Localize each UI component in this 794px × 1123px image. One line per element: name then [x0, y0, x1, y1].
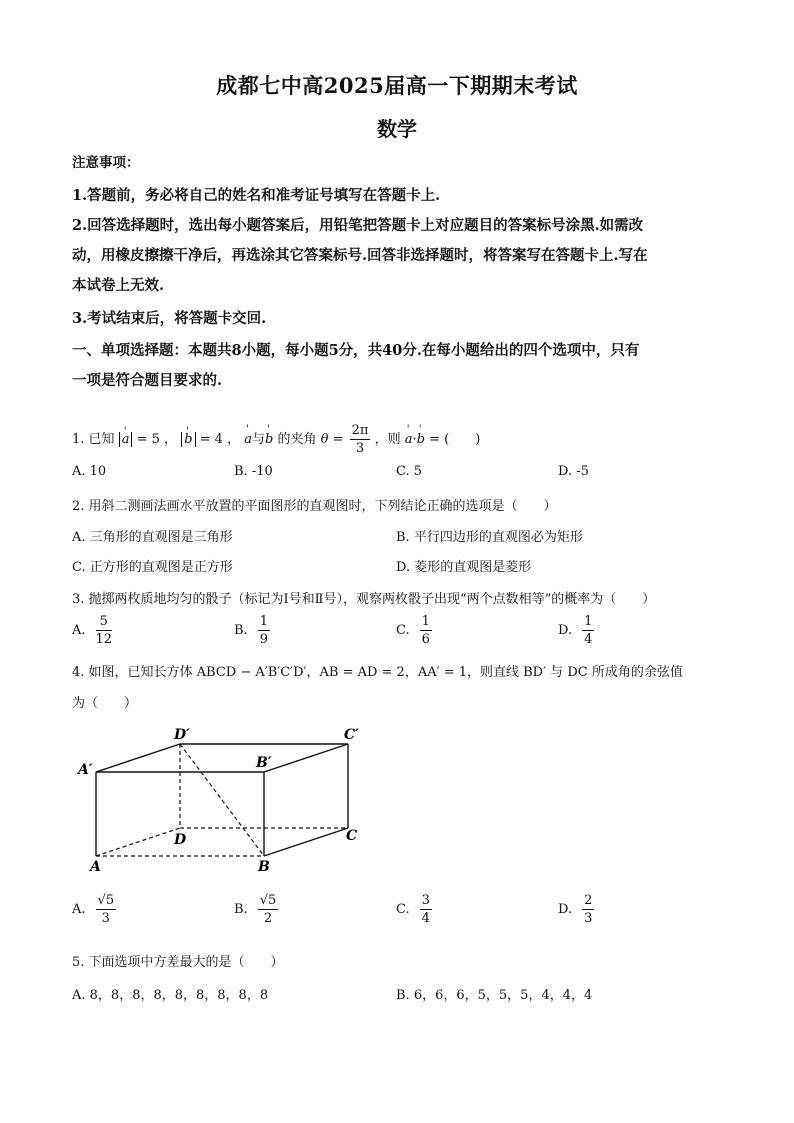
question-5-stem: 5. 下面选项中方差最大的是（ ）: [72, 955, 284, 970]
q3-option-a-label: A.: [72, 623, 86, 638]
section-1-line-1: 一、单项选择题：本题共8小题，每小题5分，共40分.在每小题给出的四个选项中，只有: [72, 342, 640, 359]
q5-option-b: B. 6，6，6，5，5，5，4，4，4: [396, 988, 593, 1003]
q4-option-a: [72, 892, 116, 927]
q1-angle-text: 的夹角: [277, 432, 317, 447]
notes-item-2-line-1: 2.回答选择题时，选出每小题答案后，用铅笔把答题卡上对应题目的答案标号涂黑.如需改: [72, 217, 644, 234]
q1-option-b: B. -10: [234, 464, 273, 479]
q4-option-a-fraction: [96, 892, 117, 927]
q1-with: 与: [252, 432, 266, 447]
label-b1: B′: [256, 755, 272, 771]
q1-dot: ·: [412, 432, 417, 447]
q2-option-c: C. 正方形的直观图是正方形: [72, 560, 233, 575]
q1-vector-b: ' b: [184, 432, 192, 447]
q1-b-value: = 4: [199, 432, 223, 447]
q3-option-d-den: 4: [584, 632, 593, 647]
q1-abs-b: [181, 432, 195, 447]
q4-option-c: [396, 892, 432, 927]
q4-option-a-label: A.: [72, 902, 86, 917]
q3-option-b-num: 1: [259, 614, 268, 629]
q4-option-b-fraction: [258, 892, 279, 927]
q4-option-b: [234, 892, 278, 927]
q1-theta: θ =: [320, 432, 344, 447]
question-3-stem: 3. 抛掷两枚质地均匀的骰子（标记为Ⅰ号和Ⅱ号），观察两枚骰子出现“两个点数相等”的概率为（ ）: [72, 592, 656, 607]
edge-b-c: [264, 828, 348, 856]
label-c: C: [346, 828, 358, 844]
q1-option-c: C. 5: [396, 464, 423, 479]
notes-item-2-line-3: 本试卷上无效.: [72, 277, 165, 294]
notes-item-3: 3.考试结束后，将答题卡交回.: [72, 310, 267, 327]
q1-theta-den: 3: [355, 441, 365, 456]
cuboid-figure: [72, 722, 372, 882]
q1-vector-b-2: ' b: [265, 432, 273, 447]
q4-option-b-den: 2: [263, 911, 273, 926]
q1-a-value: = 5: [136, 432, 160, 447]
q5-option-a: A. 8，8，8，8，8，8，8，8，8: [72, 988, 269, 1003]
q1-tail: = ( ): [429, 432, 481, 447]
exam-title: 成都七中高2025届高一下期期末考试: [216, 73, 578, 98]
q1-theta-fraction: [350, 422, 371, 457]
label-c1: C′: [344, 727, 359, 743]
diagonal-b-d1: [180, 744, 264, 856]
q4-option-d-label: D.: [558, 902, 573, 917]
q3-option-c-fraction: [420, 613, 432, 648]
notes-heading: 注意事项：: [72, 155, 140, 171]
question-2-stem: 2. 用斜二测画法画水平放置的平面图形的直观图时，下列结论正确的选项是（ ）: [72, 499, 557, 514]
label-b: B: [258, 859, 270, 875]
q1-theta-num: 2π: [351, 423, 369, 438]
q1-vector-a: ' a: [122, 432, 130, 447]
q1-option-a: A. 10: [72, 464, 107, 479]
q1-vector-b-3: ' b: [417, 432, 425, 447]
q3-option-d: [558, 613, 594, 648]
label-a1: A′: [78, 762, 93, 778]
q3-option-a: [72, 613, 112, 648]
notes-item-1: 1.答题前，务必将自己的姓名和准考证号填写在答题卡上.: [72, 187, 441, 204]
edge-a-d: [96, 828, 180, 856]
edge-a1-d1: [96, 744, 180, 772]
label-d: D: [174, 832, 187, 848]
q4-option-d-num: 2: [584, 893, 593, 908]
q3-option-a-num: 5: [96, 613, 113, 631]
q3-option-d-num: 1: [584, 614, 593, 629]
exam-subject: 数学: [377, 117, 417, 141]
q1-then: ，则: [374, 432, 401, 447]
q4-option-b-label: B.: [234, 902, 248, 917]
q3-option-d-label: D.: [558, 623, 573, 638]
label-a: A: [90, 859, 101, 875]
q4-option-d: [558, 892, 594, 927]
q4-option-c-fraction: [420, 892, 432, 927]
q1-prefix: 1. 已知: [72, 432, 115, 447]
q4-option-a-den: 3: [101, 911, 110, 926]
q3-option-c: [396, 613, 432, 648]
question-4-stem-line-2: 为（ ）: [72, 696, 138, 711]
q2-option-d: D. 菱形的直观图是菱形: [396, 560, 532, 575]
q3-option-b-label: B.: [234, 623, 248, 638]
question-4-stem-line-1: 4. 如图，已知长方体 ABCD − A′B′C′D′，AB = AD = 2，AA′ = 1，则直线 BD′ 与 DC 所成角的余弦值: [72, 665, 683, 680]
q1-sep-1: ，: [164, 432, 178, 447]
q3-option-a-fraction: [96, 613, 113, 648]
edge-c1-b1: [264, 744, 348, 772]
q4-option-b-num: √5: [259, 893, 277, 908]
q1-vector-a-2: ' a: [244, 432, 252, 447]
q2-option-b: B. 平行四边形的直观图必为矩形: [396, 530, 583, 545]
q4-option-a-num: √5: [97, 893, 115, 908]
q3-option-d-fraction: [582, 613, 594, 648]
q1-abs-a: [119, 432, 133, 447]
label-d1: D′: [174, 727, 190, 743]
q1-vector-a-3: ' a: [405, 432, 413, 447]
q3-option-b-fraction: [258, 613, 270, 648]
q2-option-a: A. 三角形的直观图是三角形: [72, 530, 233, 545]
q3-option-b-den: 9: [259, 632, 268, 647]
q1-sep-2: ，: [227, 432, 241, 447]
q3-option-b: [234, 613, 270, 648]
q3-option-c-den: 6: [421, 632, 430, 647]
notes-item-2-line-2: 动，用橡皮擦擦干净后，再选涂其它答案标号.回答非选择题时，将答案写在答题卡上.写在: [72, 247, 648, 264]
q4-option-d-den: 3: [584, 911, 593, 926]
section-1-line-2: 一项是符合题目要求的.: [72, 372, 223, 389]
q1-option-d: D. -5: [558, 464, 589, 479]
q3-option-a-den: 12: [95, 632, 113, 647]
question-1-stem: [72, 422, 480, 457]
q4-option-c-label: C.: [396, 902, 410, 917]
q3-option-c-num: 1: [421, 614, 430, 629]
q3-option-c-label: C.: [396, 623, 410, 638]
q4-option-c-den: 4: [421, 911, 430, 926]
q4-option-c-num: 3: [421, 893, 430, 908]
q4-option-d-fraction: [582, 892, 594, 927]
